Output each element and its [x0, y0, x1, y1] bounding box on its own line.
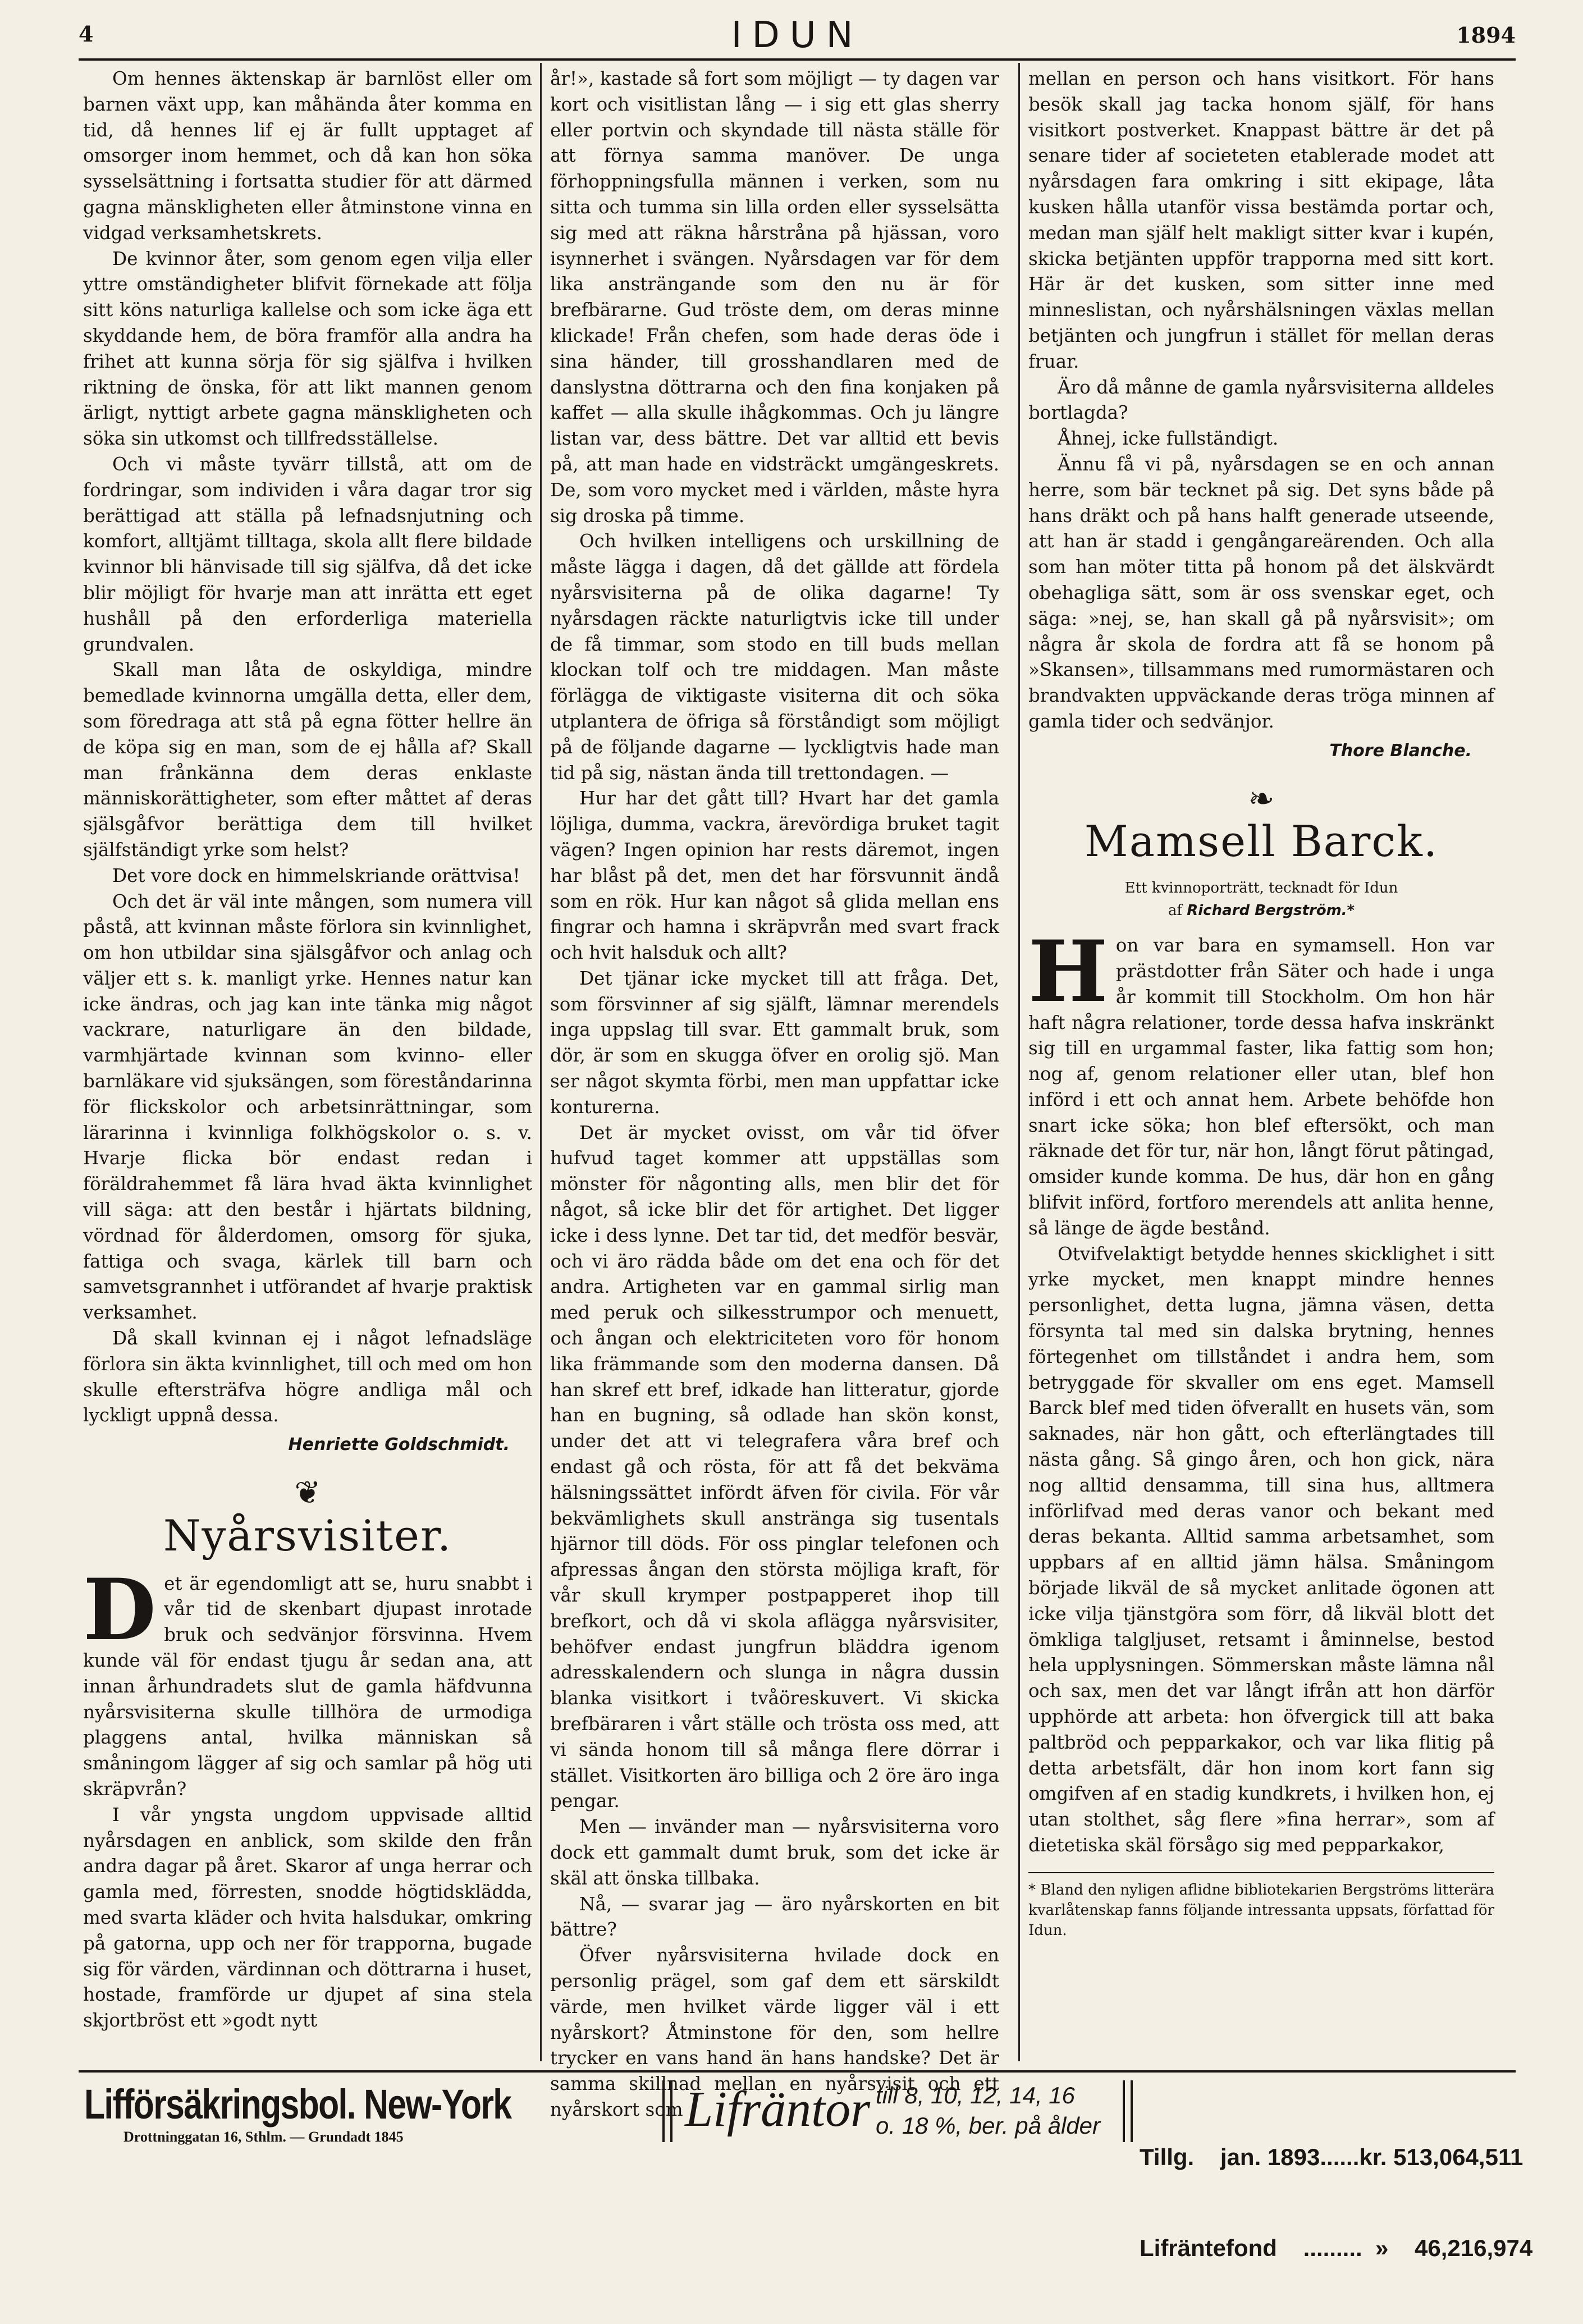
article-title: Nyårsvisiter. — [163, 1510, 452, 1561]
author-signature: Henriette Goldschmidt. — [288, 1435, 510, 1455]
issue-year: 1894 — [1456, 22, 1516, 48]
paragraph: Äro då månne de gamla nyårsvisiterna alldeles bortlagda? — [1028, 376, 1494, 424]
paragraph: Och det är väl inte mången, som numera vill påstå, att kvinnan måste förlora sin kvinnlighet, om hon utbildar sina själsgåfvor och anlag och väljer ett s. k. manligt yrke. Hennes natur kan icke ändras, och jag kan inte tänka mig något vackrare, naturligare än den bildade, varmhjärtade kvinnan som kvinno- eller barnläkare vid sjuksängen, som föreståndarinna för flickskolor och arbetsinrättningar, som lärarinna i kvinnliga folkhögskolor o. s. v. Hvarje flicka bör endast redan i föräldrahemmet få lära hvad äkta kvinnlighet vill säga: att den består i hjärtats bildning, vördnad för ålderdomen, omsorg för sjuka, fattiga och svaga, kärlek till barn och samvetsgrannhet i utförandet af hvarje praktisk verksamhet. — [83, 890, 532, 1324]
masthead: IDUN — [731, 15, 863, 56]
article-title: Mamsell Barck. — [1084, 816, 1439, 867]
column-3 — [1028, 66, 1494, 1941]
paragraph: år!», kastade så fort som möjligt — ty dagen var kort och visitlistan lång — i sig ett glas sherry eller portvin och skyndade till nästa ställe för att förnya samma manöver. De unga förhoppningsfulla männen i verken, som nu sitta och tumma sin lilla orden eller sysselsätta sig med att räkna hårstråna på hjässan, voro isynnerhet i svängen. Nyårsdagen var för dem lika ansträngande som den nu är för brefbärarne. Gud tröste dem, om deras minne klickade! Från chefen, som hade deras öde i sina händer, till grosshandlaren med de danslystna döttrarna och den fina konjaken på kaffet — alla skulle ihågkommas. Och ju längre listan var, dess bättre. Det var alltid ett bevis på, att man hade en vidsträckt umgängeskrets. De, som voro mycket med i världen, måste hyra sig droska på timme. — [550, 68, 999, 527]
paragraph: Och vi måste tyvärr tillstå, att om de fordringar, som individen i våra dagar tror sig berättigad att ställa på lefnadsnjutning och komfort, alltjämt tilltaga, skola allt flere bildade kvinnor bli hänvisade till sig själfva, då det icke blir möjligt för hvarje man att inrätta ett eget hushåll på den erforderliga materiella grundvalen. — [83, 453, 532, 655]
header-rule — [79, 58, 1516, 61]
paragraph: Men — invänder man — nyårsvisiterna voro dock ett gammalt dumt bruk, som det icke är skäl att önska tillbaka. — [550, 1816, 999, 1889]
paragraph: I vår yngsta ungdom uppvisade alltid nyårsdagen en anblick, som skilde den från andra dagar på året. Skaror af unga herrar och gamla med, förresten, snodde högtidsklädda, med svarta kläder och hvita halsdukar, omkring på gatorna, upp och ner för trapporna, bugade sig för värden, värdinnan och döttrarna i huset, hostade, framförde ur djupet af sina stela skjortbröst ett »godt nytt — [83, 1804, 532, 2032]
paragraph: Hur har det gått till? Hvart har det gamla löjliga, dumma, vackra, ärevördiga bruket tagit vägen? Ingen opinion har rests däremot, ingen har blåst på det, men det har försvunnit ändå som en rök. Hur kan något så glida mellan ens fingrar och hamna i skräpvrån med svart frack och hvit halsduk och allt? — [550, 788, 999, 964]
ad-address: Drottninggatan 16, Sthlm. — Grundadt 1845 — [123, 2129, 404, 2145]
paragraph: Otvifvelaktigt betydde hennes skicklighet i sitt yrke mycket, men knappt mindre hennes personlighet, detta lugna, jämna väsen, detta försynta tal med sin dalska brytning, hennes förtegenhet om tillståndet i andra hem, som betryggade för skvaller om ens eget. Mamsell Barck blef med tiden öfverallt en husets vän, som saknades, när hon gått, och efterlängtades till nästa gång. Så gingo åren, och hon gick, nära nog alltid densamma, till sina hus, alltmera införlifvad med deras vanor och bekant med deras bekanta. Alltid samma arbetsamhet, som uppbars af en alltid jämn hälsa. Småningom började likväl de så mycket anlitade ögonen att icke vilja tjänstgöra som förr, då likväl blott det ömkliga talgljuset, retsamt i åminnelse, bestod hela upplysningen. Sömmerskan måste lämna nål och sax, men det var långt ifrån att hon därför upphörde att arbeta: hon öfvergick till att baka paltbröd och pepparkakor, och var lika flitig på detta arbetsfält, där hon inom kort fann sig omgifven af en stadig kundkrets, i hvilken hon, ej utan stolthet, såg flere »fina herrar», som af dietetiska skäl försågo sig med pepparkakor, — [1028, 1243, 1494, 1856]
ad-separator — [662, 2080, 672, 2142]
paragraph: Och hvilken intelligens och urskillning de måste lägga i dagen, då det gällde att fördela nyårsvisiterna på de olika dagarne! Ty nyårsdagen räckte naturligtvis icke till under de få timmar, som stodo en till buds mellan klockan tolf och tre middagen. Man måste förlägga de viktigaste visiterna dit och söka utplantera de öfriga så förståndigt som möjligt på de följande dagarne — lyckligtvis hade man tid på sig, nästan ända till trettondagen. — — [550, 530, 999, 784]
advertisement-banner — [79, 2070, 1533, 2261]
ad-separator — [1123, 2080, 1133, 2142]
ad-assets: Tillg. jan. 1893......kr. 513,064,511 Lifräntefond ......... » 46,216,974 — [1140, 2144, 1533, 2261]
paragraph: Skall man låta de oskyldiga, mindre bemedlade kvinnorna umgälla detta, eller dem, som föredraga att stå på egna fötter hellre än de köpa sig en man, som de ej hålla af? Skall man frånkänna dem deras enklaste människorättigheter, som efter måttet af deras själsgåfvor berättiga dem till hvilket själfständigt yrke som helst? — [83, 659, 532, 861]
page-header — [79, 10, 1516, 55]
paragraph: Om hennes äktenskap är barnlöst eller om barnen växt upp, kan måhända åter komma en tid, då hennes lif ej är fullt upptaget af omsorger inom hemmet, och då kan hon söka sysselsättning i fortsatta studier för att därmed gagna mänskligheten eller åtminstone vinna en vidgad verksamhetskrets. — [83, 68, 532, 244]
paragraph: Nå, — svarar jag — äro nyårskorten en bit bättre? — [550, 1893, 999, 1941]
ad-company: Lifförsäkringsbol. New-York — [84, 2081, 511, 2128]
paragraph: Det vore dock en himmelskriande orättvisa! — [112, 864, 520, 886]
column-2 — [550, 66, 999, 2123]
drop-cap: H — [1028, 922, 1108, 1022]
ad-product: Lifräntor — [685, 2081, 871, 2137]
paragraph: mellan en person och hans visitkort. För hans besök skall jag tacka honom själf, för hans visitkort postverket. Knappast bättre är det på senare tider af societeten etablerade modet att nyårsdagen fara omkring i sitt ekipage, låta kusken hålla utanför vissa bestämda portar och, medan man själf helt makligt sitter kvar i kupén, skicka betjänten uppför trapporna med sitt kort. Här är det kusken, som sitter inne med minneslistan, och nyårshälsningen växlas mellan betjänten och jungfrun i stället för mellan deras fruar. — [1028, 68, 1494, 372]
paragraph: Åhnej, icke fullständigt. — [1058, 428, 1279, 450]
paragraph: Det är egendomligt att se, huru snabbt i vår tid de skenbart djupast inrotade bruk och sedvänjor försvinna. Hvem kunde väl för endast tjugu år sedan ana, att innan århundradets slut de gamla häfdvunna nyårsvisiterna skulle tillhöra de urmodiga plaggens antal, hvilka människan så småningom lägger af sig och samlar på hög uti skräpvrån? — [83, 1560, 532, 1800]
paragraph: Det tjänar icke mycket till att fråga. Det, som försvinner af sig själft, lämnar merendels inga uppslag till svar. Ett gammalt bruk, som dör, är som en skugga öfver en orolig sjö. Man ser något skymta förbi, men man uppfattar icke konturerna. — [550, 967, 999, 1118]
paragraph: Öfver nyårsvisiterna hvilade dock en personlig prägel, som gaf dem ett särskildt värde, men hvilket värde ligger väl i ett nyårskort? Åtminstone för den, som hellre trycker en vans hand än hans handske? Det är samma skillnad mellan en nyårsvisit och ett nyårskort som — [550, 1945, 999, 2120]
ad-rates: till 8, 10, 12, 14, 16 o. 18 %, ber. på ålder — [876, 2082, 1101, 2139]
author-signature: Thore Blanche. — [1329, 740, 1472, 761]
page-number: 4 — [79, 21, 94, 47]
ornament-icon: ❦ — [294, 1475, 321, 1512]
author-name: Richard Bergström.* — [1187, 902, 1355, 919]
footnote: * Bland den nyligen aflidne bibliotekarien Bergströms litterära kvarlåtenskap fanns följande intressanta uppsats, författad för Idun. — [1028, 1872, 1494, 1941]
paragraph: Då skall kvinnan ej i något lefnadsläge förlora sin äkta kvinnlighet, till och med om hon skulle eftersträfva högre andliga mål och lyckligt uppnå dessa. — [83, 1328, 532, 1426]
drop-cap: D — [83, 1560, 157, 1659]
column-1 — [83, 66, 532, 2034]
paragraph: Ännu få vi på, nyårsdagen se en och annan herre, som bär tecknet på sig. Det syns både på hans dräkt och på hans halft generade utseende, att han är stadd i gengångareärenden. Och alla som han möter titta på honom på det älskvärdt obehagliga sätt, som är oss svenskar eget, och säga: »nej, se, han skall gå på nyårsvisit»; om några år skola de fordra att få se honom på »Skansen», tillsammans med rumormästaren och brandvakten uppväckande deras tröga minnen af gamla tider och sedvänjor. — [1028, 453, 1494, 732]
column-divider — [540, 63, 542, 2061]
paragraph: Hon var bara en symamsell. Hon var prästdotter från Säter och hade i unga år kommit till Stockholm. Om hon här haft några relationer, torde dessa hafva inskränkt sig till en urgammal faster, lika fattig som hon; nog af, genom relationer eller utan, blef hon införd i ett och annat hem. Arbete behöfde hon snart icke söka; hon blef eftersökt, och man räknade det för tur, när hon, långt förut påtingad, omsider kunde komma. De hus, där hon en gång blifvit införd, fortforo merendels att anlita henne, så länge de ägde bestånd. — [1028, 922, 1494, 1239]
column-divider — [1018, 63, 1020, 2061]
paragraph: Det är mycket ovisst, om vår tid öfver hufvud taget kommer att uppställas som mönster för någonting alls, men blir det för något, så icke blir det för artighet. Det ligger icke i dess lynne. Det tar tid, det medför besvär, och vi äro rädda både om det ena och för det andra. Artigheten var en gammal sirlig man med peruk och silkesstrumpor och menuett, och ångan och elektriciteten voro för honom lika främmande som den moderna dansen. Då han skref ett bref, idkade han litteratur, gjorde han en bugning, så odlade han skön konst, under det att vi telegrafera våra bref och endast gå och rösta, för att få det bekväma hälsningssättet infördt äfven för civila. För vår bekvämlighets skull anstränga sig tusentals hjärnor till döds. För oss pinglar telefonen och afpressas ångan den största möjliga kraft, för vår skull krymper postpapperet ihop till brefkort, och då vi skola aflägga nyårsvisiter, behöfver endast jungfrun bläddra igenom adresskalendern och slunga in några dussin blanka visitkort i tvåöreskuvert. Vi skicka brefbäraren i vårt ställe och trösta oss med, att vi sända honom till så många flere dörrar i stället. Visitkorten äro billiga och 2 öre äro inga pengar. — [550, 1122, 999, 1812]
ornament-icon: ❧ — [1248, 780, 1275, 817]
article-subtitle: Ett kvinnoporträtt, tecknadt för Idun af Richard Bergström.* — [1124, 880, 1398, 919]
paragraph: De kvinnor åter, som genom egen vilja eller yttre omständigheter blifvit förnekade att följa sitt köns naturliga kallelse och som icke äga ett skyddande hem, de böra framför alla andra ha frihet att kunna sörja för sig själfva i hvilken riktning de önska, för att likt mannen genom ärligt, nyttigt arbete gagna mänskligheten och söka sin utkomst och tillfredsställelse. — [83, 248, 532, 450]
